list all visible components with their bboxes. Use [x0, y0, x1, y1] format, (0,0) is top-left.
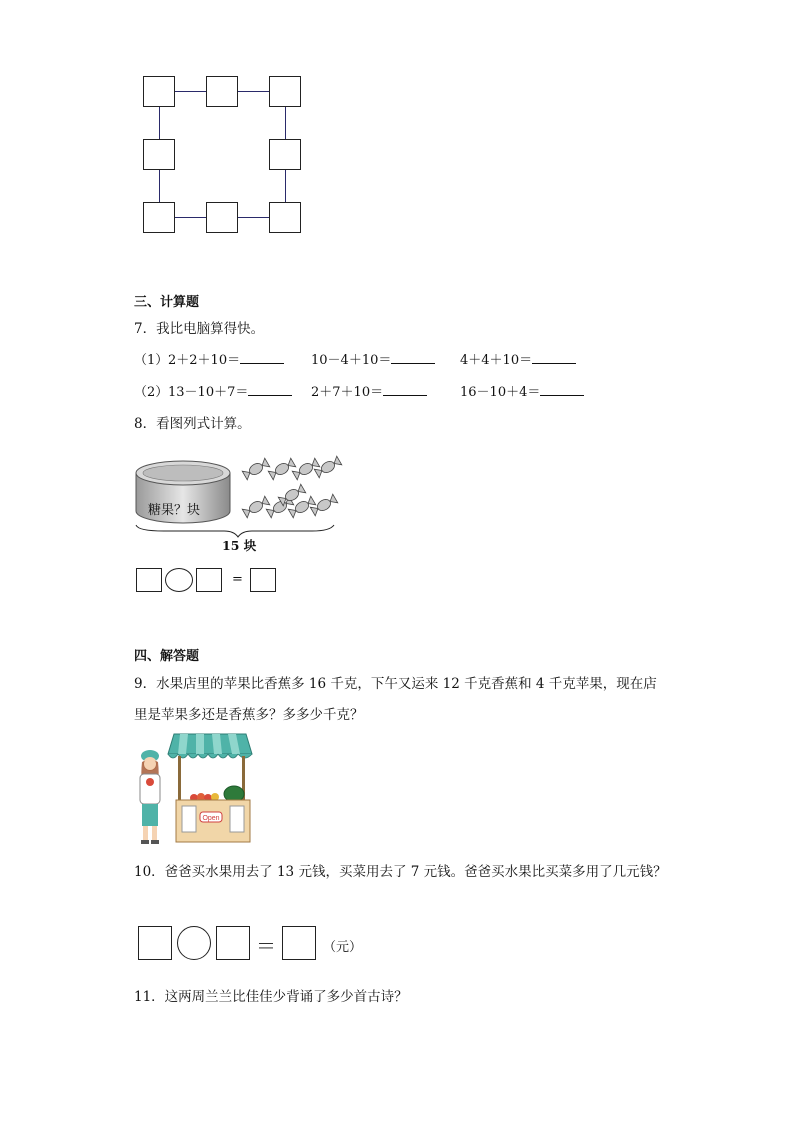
row-label: （1） — [134, 353, 169, 368]
question-10: 10．爸爸买水果用去了 13 元钱，买菜用去了 7 元钱。爸爸买水果比买菜多用了几元钱？ — [134, 864, 667, 880]
calc-item — [311, 349, 435, 368]
fruit-stand-illustration — [134, 730, 254, 848]
total-label: 15 块 — [222, 538, 257, 553]
answer-box[interactable] — [282, 926, 316, 960]
answer-box[interactable] — [269, 76, 301, 107]
calc-expression: 16－10＋4＝ — [460, 385, 541, 400]
connector-line — [285, 106, 286, 139]
answer-blank[interactable] — [383, 383, 427, 396]
answer-box[interactable] — [216, 926, 250, 960]
question-8: 8．看图列式计算。 — [134, 416, 251, 432]
connector-line — [174, 91, 206, 92]
tin-label: 糖果？块 — [148, 503, 201, 518]
calc-item — [168, 381, 292, 400]
connector-line — [238, 91, 270, 92]
calc-expression: 2＋7＋10＝ — [311, 385, 384, 400]
answer-blank[interactable] — [540, 383, 584, 396]
answer-box[interactable] — [269, 202, 301, 233]
calc-expression: 2＋2＋10＝ — [168, 353, 241, 368]
section-title: 四、解答题 — [134, 649, 200, 664]
answer-box[interactable] — [269, 139, 301, 170]
calc-item — [311, 381, 427, 400]
answer-box[interactable] — [136, 568, 162, 592]
answer-box[interactable] — [196, 568, 222, 592]
open-sign-text: Open — [202, 815, 220, 822]
question-7: 7．我比电脑算得快。 — [134, 321, 265, 337]
calc-item — [168, 349, 284, 368]
answer-box[interactable] — [143, 139, 175, 170]
calc-item — [460, 381, 584, 400]
connector-line — [238, 217, 270, 218]
question-9-line2: 里是苹果多还是香蕉多？多多少千克？ — [134, 707, 364, 723]
answer-box[interactable] — [206, 202, 238, 233]
question-11: 11．这两周兰兰比佳佳少背诵了多少首古诗？ — [134, 989, 408, 1005]
calc-expression: 13－10＋7＝ — [168, 385, 249, 400]
equals-sign: = — [232, 572, 243, 587]
answer-blank[interactable] — [532, 351, 576, 364]
answer-blank[interactable] — [240, 351, 284, 364]
fruit-stand-image — [134, 730, 254, 848]
calc-expression: 4＋4＋10＝ — [460, 353, 533, 368]
answer-box[interactable] — [206, 76, 238, 107]
row-label: （2） — [134, 385, 169, 400]
question-9-line1: 9．水果店里的苹果比香蕉多 16 千克，下午又运来 12 千克香蕉和 4 千克苹果，现在店 — [134, 676, 657, 692]
answer-box[interactable] — [250, 568, 276, 592]
answer-box[interactable] — [138, 926, 172, 960]
section-title: 三、计算题 — [134, 295, 200, 310]
equals-sign: ＝ — [256, 934, 276, 958]
answer-box[interactable] — [143, 202, 175, 233]
answer-box[interactable] — [143, 76, 175, 107]
answer-blank[interactable] — [248, 383, 292, 396]
operator-circle[interactable] — [177, 926, 211, 960]
connector-line — [159, 106, 160, 139]
operator-circle[interactable] — [165, 568, 193, 592]
connector-line — [285, 170, 286, 202]
unit-label: （元） — [323, 940, 363, 955]
calc-item — [460, 349, 576, 368]
answer-blank[interactable] — [391, 351, 435, 364]
candy-figure — [134, 455, 344, 555]
calc-expression: 10－4＋10＝ — [311, 353, 392, 368]
connector-line — [174, 217, 206, 218]
connector-line — [159, 170, 160, 202]
